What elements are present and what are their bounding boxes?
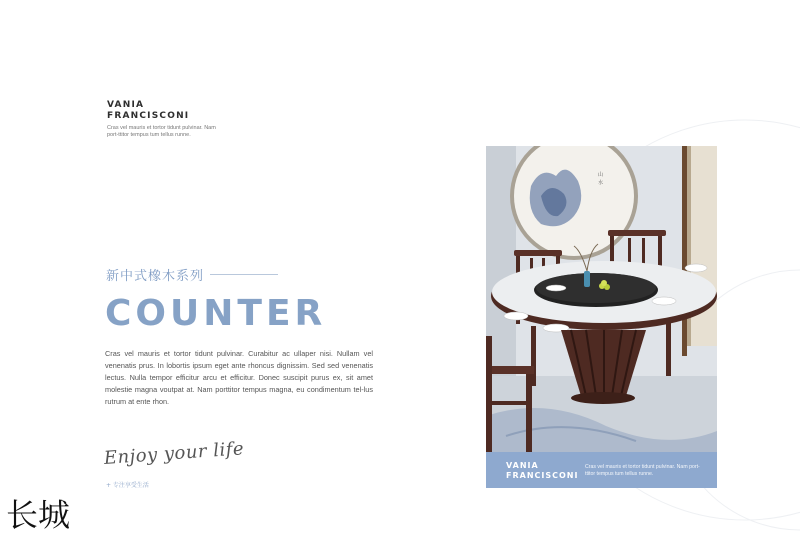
corner-label: 长城: [6, 496, 71, 534]
caption-brand-name: [506, 461, 578, 481]
brand-name-line1: VANIA: [107, 100, 145, 110]
svg-text:山: 山: [598, 172, 604, 178]
brand-block: [107, 100, 227, 139]
dining-set-illustration: [486, 146, 717, 452]
script-slogan: Enjoy your life: [103, 438, 245, 469]
body-paragraph: Cras vel mauris et tortor tidunt pulvinar. Curabitur ac ullaper nisi. Nullam vel venenatis prus. In lobortis ipsum eget ante rhoncus dignissim. Sed sed venenatis lectus. Nulla tempor efficitur arcu et efficitur. Donec suscipit purus ex, sit amet molestie magna voutpat at. Nam porttitor tempus magna, eu condimentum tel-lus rutrum at ente rhon.: [105, 349, 373, 406]
caption-description: Cras vel mauris et tortor tidunt pulvinar. Nam port-ttitor tempus tum tellus runne.: [585, 464, 700, 477]
brand-description: Cras vel mauris et tortor tidunt pulvinar. Nam port-ttitor tempus tum tellus runne.: [107, 125, 216, 138]
caption-brand-line1: VANIA: [506, 461, 539, 470]
tagline: + 专注享受生活: [106, 482, 149, 489]
svg-text:水: 水: [598, 180, 604, 186]
section-subtitle: 新中式橡木系列: [106, 269, 205, 284]
brand-name-line2: FRANCISCONI: [107, 111, 190, 121]
caption-brand-line2: FRANCISCONI: [506, 471, 579, 480]
subtitle-divider: [210, 274, 278, 275]
page-title: COUNTER: [105, 293, 327, 334]
photo-caption-band: [486, 452, 717, 488]
product-photo: [486, 146, 717, 452]
